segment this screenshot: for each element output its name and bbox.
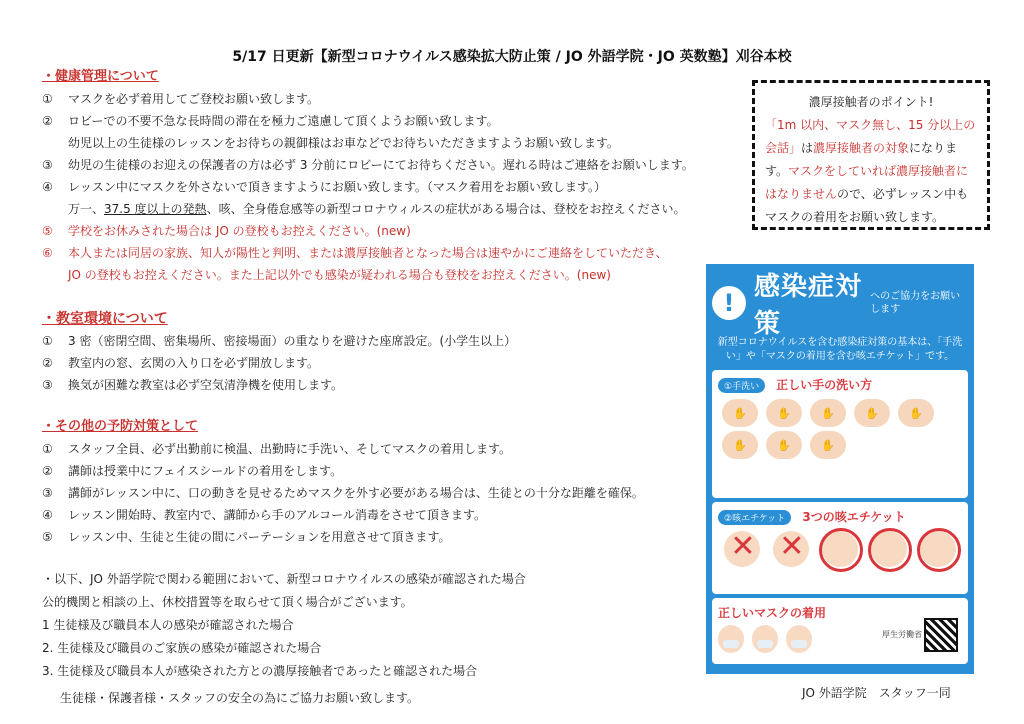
mask-face-icon bbox=[786, 625, 812, 653]
fever-highlight: 37.5 度以上の発熱 bbox=[104, 202, 207, 216]
item-number: ④ bbox=[42, 508, 53, 522]
list-item bbox=[42, 460, 722, 482]
hand-icon: ✋ bbox=[766, 399, 802, 427]
page-title: 5/17 日更新【新型コロナウイルス感染拡大防止策 / JO 外語学院・JO 英数塾】刈谷本校 bbox=[232, 49, 792, 65]
cough-etiquette-panel bbox=[712, 502, 968, 594]
hand-icon: ✋ bbox=[766, 431, 802, 459]
hand-icon: ✋ bbox=[810, 431, 846, 459]
list-item bbox=[42, 374, 722, 396]
poster-title: 感染症対策 bbox=[754, 272, 863, 339]
item-text: マスクを必ず着用してご登校お願い致します。 bbox=[68, 92, 320, 106]
item-number: ⑤ bbox=[42, 530, 53, 544]
cough-examples bbox=[718, 531, 962, 567]
item-text: 学校をお休みされた場合は JO の登校もお控えください。(new) bbox=[68, 224, 411, 238]
closing-message: 生徒様・保護者様・スタッフの安全の為にご協力お願い致します。 bbox=[60, 691, 420, 705]
classroom-section bbox=[42, 308, 722, 396]
notice-black-3: ので、必ずレッスン中もマスクの着用をお願い致します。 bbox=[765, 187, 969, 224]
item-number: ① bbox=[42, 92, 53, 106]
exclamation-icon: ! bbox=[712, 286, 746, 320]
hand-icon: ✋ bbox=[898, 399, 934, 427]
notice-red-3: マスクをしていれば濃厚接触者にはなりません bbox=[765, 164, 969, 201]
mask-face-icon bbox=[718, 625, 744, 653]
closure-intro-2: 公的機関と相談の上、休校措置等を取らせて頂く場合がございます。 bbox=[42, 595, 413, 609]
item-number: ④ bbox=[42, 180, 53, 194]
item-text: 幼児の生徒様のお迎えの保護者の方は必ず 3 分前にロビーにてお待ちください。遅れる時はご連絡をお願いします。 bbox=[68, 158, 694, 172]
notice-red-1: 「1m 以内、マスク無し、15 分以上の会話」 bbox=[765, 118, 976, 155]
item-text: 本人または同居の家族、知人が陽性と判明、または濃厚接触者となった場合は速やかにご連絡をしていただき、 bbox=[68, 246, 668, 260]
wrong-cough-icon bbox=[724, 531, 760, 567]
closure-intro: ・以下、JO 外語学院で関わる範囲において、新型コロナウイルスの感染が確認された場合 bbox=[42, 572, 526, 586]
item-text: 講師は授業中にフェイスシールドの着用をします。 bbox=[68, 464, 343, 478]
list-item bbox=[42, 504, 722, 526]
item-number bbox=[42, 132, 68, 154]
hand-icon: ✋ bbox=[810, 399, 846, 427]
item-number: ② bbox=[42, 356, 53, 370]
infection-control-poster bbox=[706, 264, 974, 674]
health-heading: ・健康管理について bbox=[42, 69, 159, 84]
item-number: ① bbox=[42, 442, 53, 456]
item-number: ① bbox=[42, 334, 53, 348]
handwash-tag: ①手洗い bbox=[718, 378, 765, 393]
list-item: 3. 生徒様及び職員本人が感染された方との濃厚接触者であったと確認された場合 bbox=[42, 664, 478, 678]
poster-subtitle: へのご協力をお願いします bbox=[870, 291, 961, 315]
item-number: ③ bbox=[42, 486, 53, 500]
wrong-cough-icon bbox=[773, 531, 809, 567]
cough-tag: ②咳エチケット bbox=[718, 510, 791, 525]
item-text: 教室内の窓、玄関の入り口を必ず開放します。 bbox=[68, 356, 320, 370]
list-item bbox=[42, 482, 722, 504]
notice-red-2: 濃厚接触者の対象 bbox=[813, 141, 910, 155]
correct-cough-icon bbox=[822, 531, 858, 567]
prevention-section bbox=[42, 416, 722, 548]
list-item bbox=[42, 438, 722, 460]
classroom-heading: ・教室環境について bbox=[42, 311, 168, 327]
item-text: 3 密（密閉空間、密集場所、密接場面）の重なりを避けた座席設定。(小学生以上） bbox=[68, 334, 517, 348]
handwash-panel bbox=[712, 370, 968, 498]
notice-black-1: は bbox=[801, 141, 814, 155]
item-number: ② bbox=[42, 114, 53, 128]
hand-icon: ✋ bbox=[722, 399, 758, 427]
handwash-title: 正しい手の洗い方 bbox=[776, 378, 873, 392]
list-item bbox=[42, 176, 722, 198]
item-text: レッスン中にマスクを外さないで頂きますようにお願い致します。（マスク着用をお願い致します。） bbox=[68, 180, 606, 194]
item-text: レッスン開始時、教室内で、講師から手のアルコール消毒をさせて頂きます。 bbox=[68, 508, 486, 522]
list-item bbox=[42, 110, 722, 132]
staff-signature: JO 外語学院 スタッフ一同 bbox=[802, 686, 951, 700]
notice-text bbox=[765, 114, 977, 229]
fever-post: 、咳、全身倦怠感等の新型コロナウィルスの症状がある場合は、登校をお控えください。 bbox=[206, 202, 686, 216]
poster-intro: 新型コロナウイルスを含む感染症対策の基本は、「手洗い」や「マスクの着用を含む咳エチケット」です。 bbox=[717, 337, 963, 362]
list-item: 2. 生徒様及び職員のご家族の感染が確認された場合 bbox=[42, 641, 322, 655]
notice-title: 濃厚接触者のポイント! bbox=[808, 95, 934, 109]
list-item bbox=[42, 242, 722, 264]
list-item: 1 生徒様及び職員本人の感染が確認された場合 bbox=[42, 618, 294, 632]
item-text: 講師がレッスン中に、口の動きを見せるためマスクを外す必要がある場合は、生徒との十分な距離を確保。 bbox=[68, 486, 644, 500]
handwash-steps bbox=[718, 397, 962, 461]
item-continuation: JO の登校もお控えください。また上記以外でも感染が疑われる場合も登校をお控えください。(new) bbox=[68, 268, 611, 282]
mask-face-icon bbox=[752, 625, 778, 653]
ministry-logo: 厚生労働省 bbox=[882, 630, 922, 639]
correct-cough-icon bbox=[920, 531, 956, 567]
list-item bbox=[42, 330, 722, 352]
closure-section bbox=[42, 568, 722, 710]
item-number: ⑥ bbox=[42, 246, 53, 260]
item-number: ③ bbox=[42, 378, 53, 392]
list-item bbox=[42, 220, 722, 242]
item-number: ② bbox=[42, 464, 53, 478]
fever-pre: 万一、 bbox=[68, 202, 105, 216]
poster-header bbox=[712, 270, 968, 339]
list-item bbox=[42, 352, 722, 374]
list-item bbox=[42, 154, 722, 176]
cough-title: 3つの咳エチケット bbox=[802, 510, 906, 524]
list-item bbox=[42, 526, 722, 548]
item-text: 幼児以上の生徒様のレッスンをお待ちの親御様はお車などでお待ちいただきますようお願い致します。 bbox=[68, 136, 619, 150]
close-contact-notice bbox=[752, 80, 990, 230]
list-item bbox=[42, 132, 722, 154]
item-number: ⑤ bbox=[42, 224, 53, 238]
mask-title: 正しいマスクの着用 bbox=[718, 606, 827, 620]
fever-note bbox=[42, 198, 722, 220]
item-text: レッスン中、生徒と生徒の間にパーテーションを用意させて頂きます。 bbox=[68, 530, 451, 544]
qr-code-icon bbox=[924, 618, 958, 652]
notice-black-2: になります。 bbox=[765, 141, 958, 178]
item-text: 換気が困難な教室は必ず空気清浄機を使用します。 bbox=[68, 378, 344, 392]
item-number: ③ bbox=[42, 158, 53, 172]
prevention-heading: ・その他の予防対策として bbox=[42, 419, 199, 434]
mask-panel bbox=[712, 598, 968, 664]
health-section bbox=[42, 66, 722, 286]
list-item bbox=[42, 88, 722, 110]
item-text: ロビーでの不要不急な長時間の滞在を極力ご遠慮して頂くようお願い致します。 bbox=[68, 114, 499, 128]
hand-icon: ✋ bbox=[722, 431, 758, 459]
hand-icon: ✋ bbox=[854, 399, 890, 427]
correct-cough-icon bbox=[871, 531, 907, 567]
item-text: スタッフ全員、必ず出勤前に検温、出勤時に手洗い、そしてマスクの着用します。 bbox=[68, 442, 512, 456]
